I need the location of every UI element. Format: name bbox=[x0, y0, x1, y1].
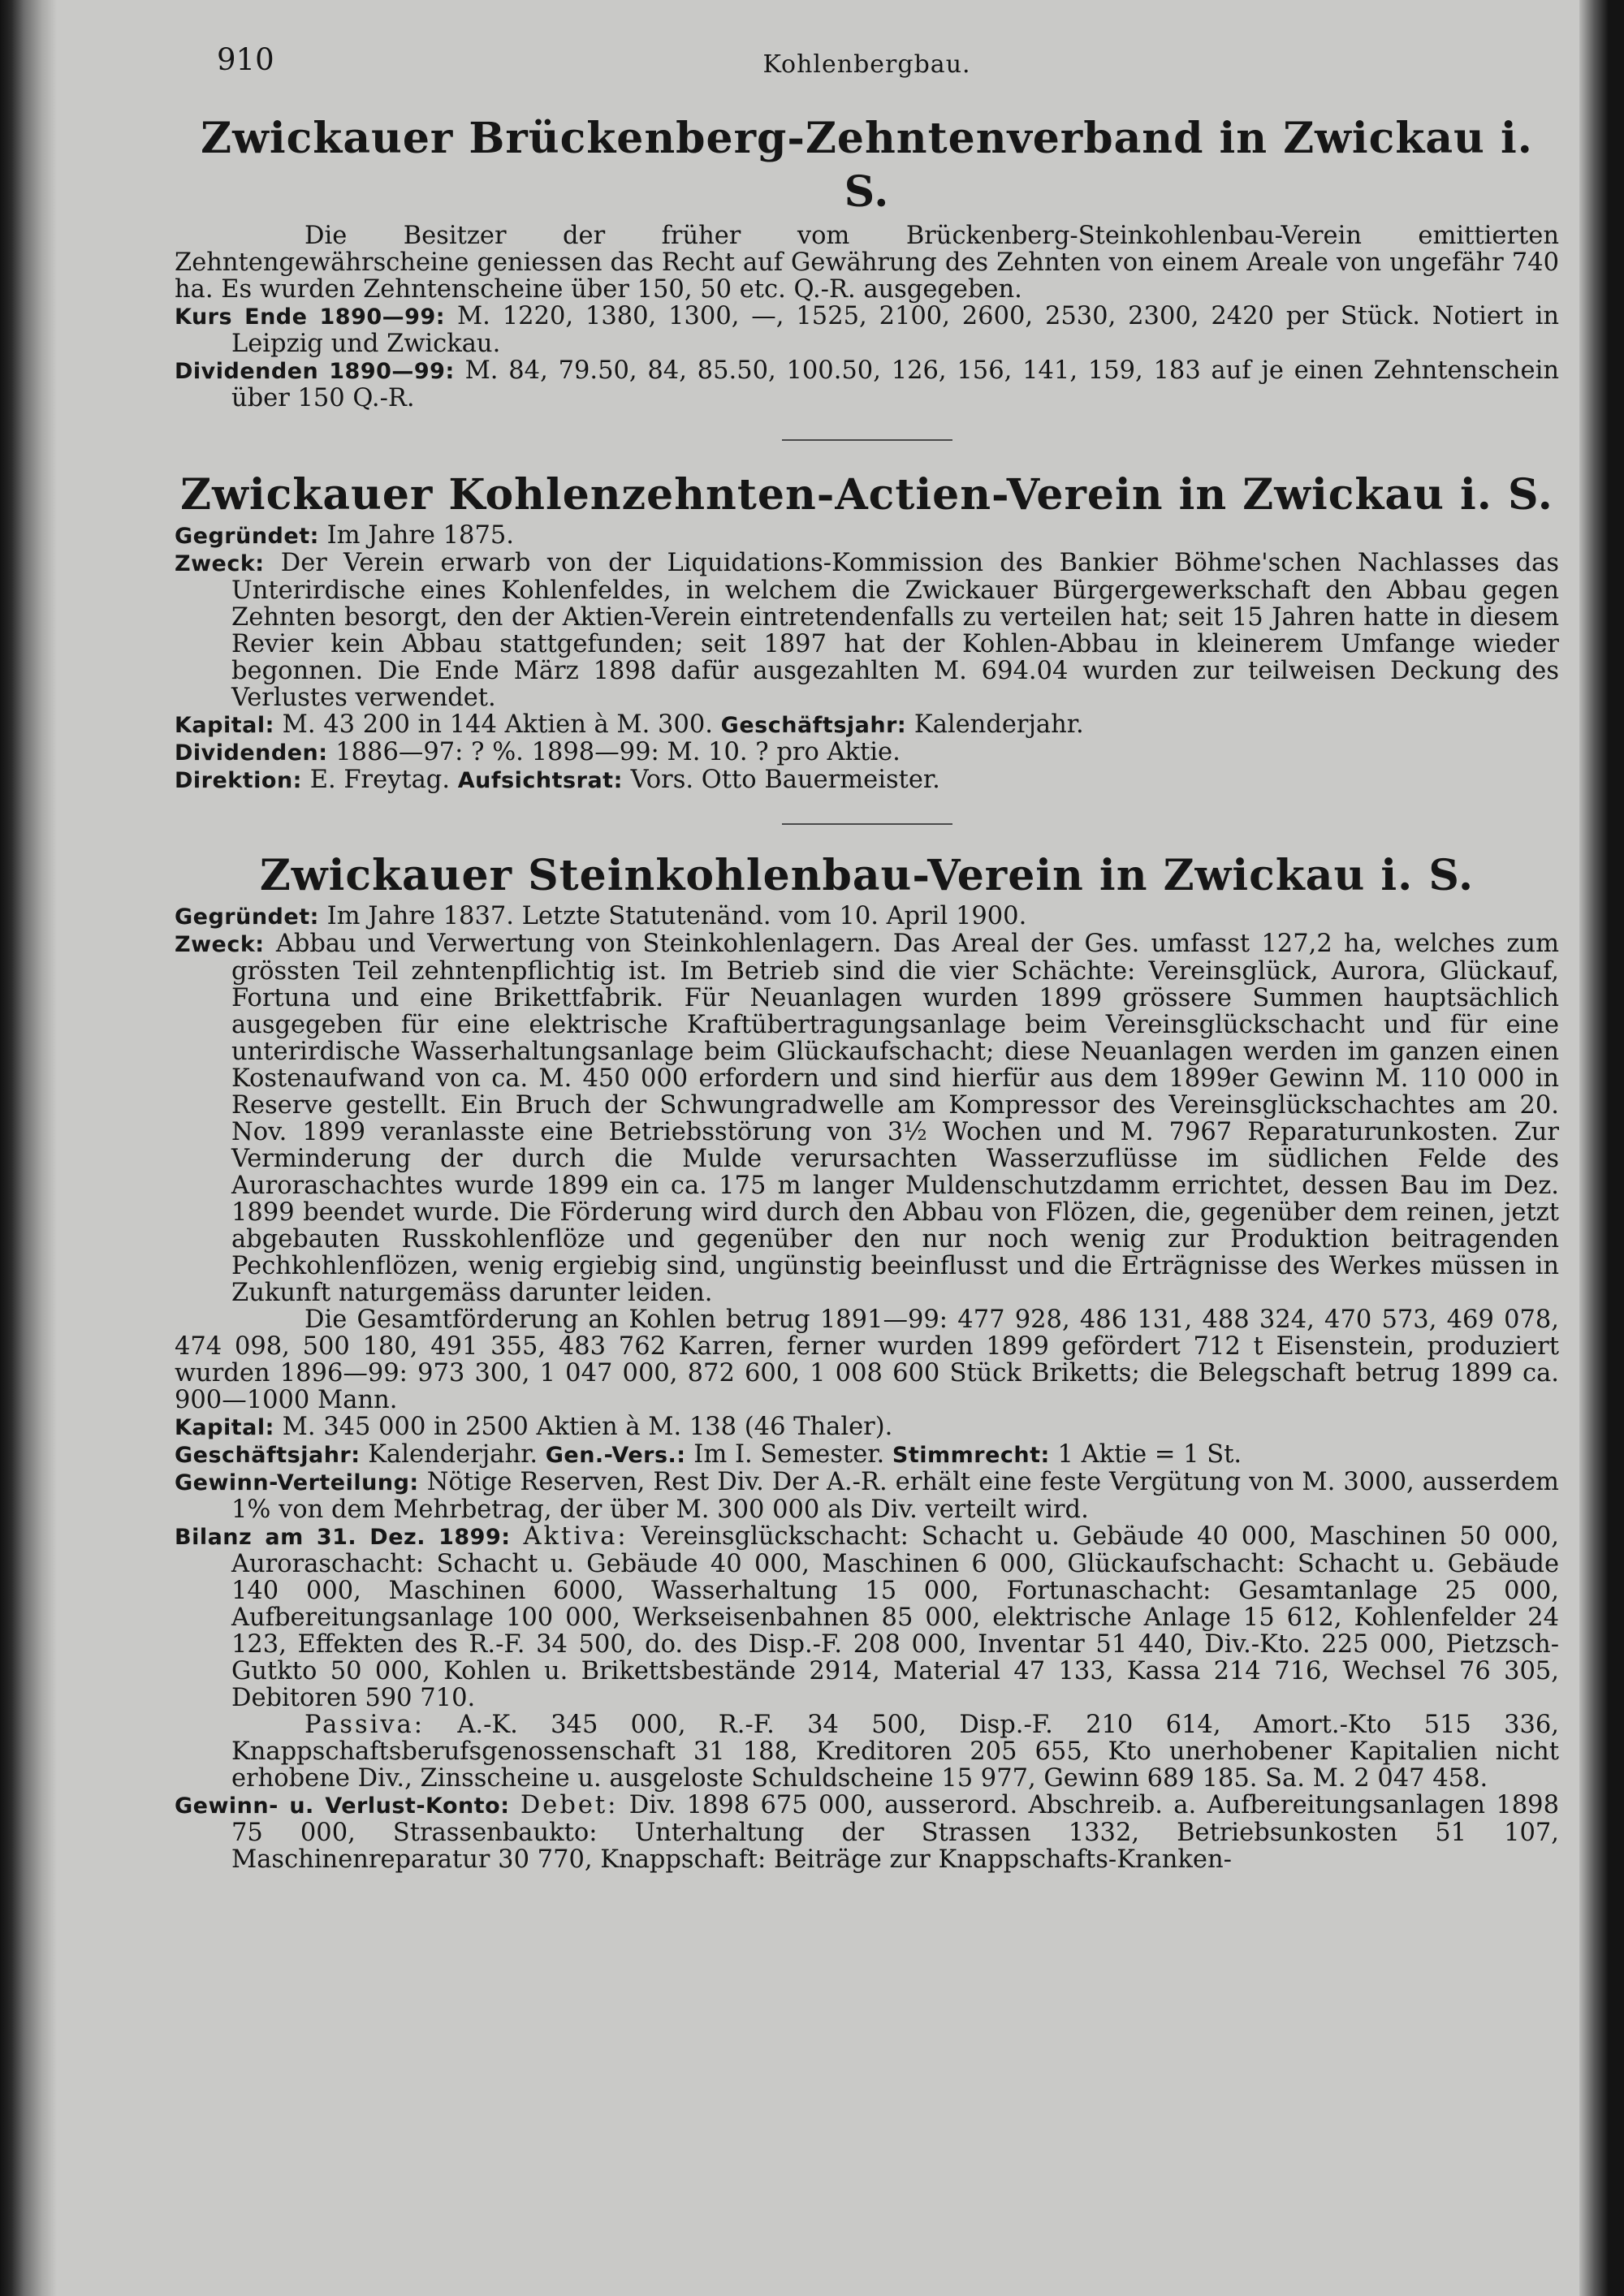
kurs-entry bbox=[175, 303, 1559, 357]
debet-text: Div. 1898 675 000, ausserord. Abschreib. a. Aufbereitungsanlagen 1898 75 000, Strassenbaukto: Unterhaltung der Strassen 1332, Betriebsunkosten 51 107, Maschinenreparatur 30 770, Knappschaft: Beiträge zur Knappschafts-Kranken- bbox=[231, 1791, 1559, 1874]
dividenden-text: M. 84, 79.50, 84, 85.50, 100.50, 126, 156, 141, 159, 183 auf je einen Zehntenschein über 150 Q.-R. bbox=[231, 356, 1559, 412]
kurs-text: M. 1220, 1380, 1300, —, 1525, 2100, 2600, 2530, 2300, 2420 per Stück. Notiert in Leipzig und Zwickau. bbox=[231, 302, 1560, 358]
gewinn-verteilung-text: Nötige Reserven, Rest Div. Der A.-R. erhält eine feste Vergütung von M. 3000, ausserdem 1% von dem Mehrbetrag, der über M. 300 000 als Div. verteilt wird. bbox=[231, 1468, 1559, 1524]
section-title: Zwickauer Steinkohlenbau-Verein in Zwickau i. S. bbox=[259, 851, 1475, 900]
zweck-label: Zweck: bbox=[175, 932, 265, 957]
kapital-text: M. 345 000 in 2500 Aktien à M. 138 (46 Thaler). bbox=[282, 1413, 893, 1441]
intro-paragraph: Die Besitzer der früher vom Brückenberg-Steinkohlenbau-Verein emittierten Zehntengewährscheine geniessen das Recht auf Gewährung des Zehnten von einem Areale von ungefähr 740 ha. Es wurden Zehntenscheine über 150, 50 etc. Q.-R. ausgegeben. bbox=[175, 222, 1559, 304]
section-kohlenzehnten bbox=[175, 468, 1559, 794]
gewinn-verlust-label: Gewinn- u. Verlust-Konto: bbox=[175, 1793, 510, 1819]
left-binding-shadow bbox=[0, 0, 57, 2296]
page-content bbox=[175, 32, 1559, 1873]
geschaeftsjahr-entry bbox=[175, 1441, 1559, 1469]
gegruendet-label: Gegründet: bbox=[175, 524, 319, 549]
aktiva-word: Aktiva: bbox=[523, 1522, 628, 1551]
dividenden-entry bbox=[175, 739, 1559, 766]
running-header bbox=[175, 32, 1559, 89]
kapital-text: M. 43 200 in 144 Aktien à M. 300. bbox=[282, 710, 713, 739]
section-steinkohlenbau bbox=[175, 849, 1559, 1873]
zweck-text: Abbau und Verwertung von Steinkohlenlagern. Das Areal der Ges. umfasst 127,2 ha, welches zum grössten Teil zehntenpflichtig ist. Im Betrieb sind die vier Schächte: Vereinsglück, Aurora, Glückauf, Fortuna und eine Brikettfabrik. Für Neuanlagen wurden 1899 grössere Summen hauptsächlich ausgegeben für eine elektrische Kraftübertragungsanlage beim Vereinsglückschacht und für eine unterirdische Wasserhaltungsanlage beim Glückaufschacht; diese Neuanlagen werden im ganzen einen Kostenaufwand von ca. M. 450 000 erfordern und sind hierfür aus dem 1899er Gewinn M. 110 000 in Reserve gestellt. Ein Bruch der Schwungradwelle am Kompressor des Vereinsglückschachtes am 20. Nov. 1899 veranlasste eine Betriebsstörung von 3½ Wochen und M. 7967 Reparaturunkosten. Zur Verminderung der durch die Mulde verursachten Wasserzuflüsse im südlichen Felde des Auroraschachtes wurde 1899 ein ca. 175 m langer Muldenschutzdamm errichtet, dessen Bau im Dez. 1899 beendet wurde. Die Förderung wird durch den Abbau von Flözen, die, gegenüber dem reinen, jetzt abgebauten Russkohlenflöze und gegenüber den nur noch wenig zur Produktion beitragenden Pechkohlenflözen, wenig ergiebig sind, ungünstig beeinflusst und die Erträgnisse des Werkes müssen in Zukunft naturgemäss darunter leiden. bbox=[231, 930, 1559, 1307]
geschaeftsjahr-label: Geschäftsjahr: bbox=[175, 1443, 361, 1468]
geschaeftsjahr-label: Geschäftsjahr: bbox=[720, 713, 907, 738]
gegruendet-entry bbox=[175, 522, 1559, 550]
stimmrecht-text: 1 Aktie = 1 St. bbox=[1057, 1440, 1242, 1469]
gegruendet-text: Im Jahre 1875. bbox=[326, 521, 514, 550]
aktiva-text: Vereinsglückschacht: Schacht u. Gebäude 40 000, Maschinen 50 000, Auroraschacht: Schacht u. Gebäude 40 000, Maschinen 6 000, Glückaufschacht: Schacht u. Gebäude 140 000, Maschinen 6000, Wasserhaltung 15 000, Fortunaschacht: Gesamtanlage 25 000, Aufbereitungsanlage 100 000, Werkseisenbahnen 85 000, elektrische Anlage 15 612, Kohlenfelder 24 123, Effekten des R.-F. 34 500, do. des Disp.-F. 208 000, Inventar 51 440, Div.-Kto. 225 000, Pietzsch-Gutkto 50 000, Kohlen u. Brikettsbestände 2914, Material 47 133, Kassa 214 716, Wechsel 76 305, Debitoren 590 710. bbox=[231, 1522, 1559, 1712]
page-number: 910 bbox=[217, 42, 274, 77]
passiva-paragraph bbox=[175, 1711, 1559, 1792]
dividenden-text: 1886—97: ? %. 1898—99: M. 10. ? pro Aktie. bbox=[335, 738, 901, 766]
passiva-word: Passiva: bbox=[304, 1711, 425, 1739]
dividenden-label: Dividenden: bbox=[175, 740, 328, 766]
kurs-label: Kurs Ende 1890—99: bbox=[175, 304, 446, 330]
zweck-label: Zweck: bbox=[175, 551, 265, 576]
section-divider bbox=[782, 823, 952, 825]
gen-vers-label: Gen.-Vers.: bbox=[545, 1443, 686, 1468]
bilanz-label: Bilanz am 31. Dez. 1899: bbox=[175, 1525, 511, 1550]
passiva-text: A.-K. 345 000, R.-F. 34 500, Disp.-F. 210 614, Amort.-Kto 515 336, Knappschaftsberufsgenossenschaft 31 188, Kreditoren 205 655, Kto unerhobener Kapitalien nicht erhobene Div., Zinsscheine u. ausgeloste Schuldscheine 15 977, Gewinn 689 185. Sa. M. 2 047 458. bbox=[231, 1711, 1559, 1793]
aufsichtsrat-text: Vors. Otto Bauermeister. bbox=[630, 766, 940, 794]
stimmrecht-label: Stimmrecht: bbox=[892, 1443, 1050, 1468]
dividenden-entry bbox=[175, 357, 1559, 412]
direktion-text: E. Freytag. bbox=[309, 766, 451, 794]
right-binding-shadow bbox=[1579, 0, 1624, 2296]
kapital-entry bbox=[175, 1413, 1559, 1441]
kapital-entry bbox=[175, 711, 1559, 739]
gewinn-verteilung-entry bbox=[175, 1469, 1559, 1523]
section-divider bbox=[782, 439, 952, 441]
section-brueckenberg bbox=[175, 112, 1559, 412]
debet-word: Debet: bbox=[520, 1791, 619, 1819]
geschaeftsjahr-text: Kalenderjahr. bbox=[914, 710, 1084, 739]
gen-vers-text: Im I. Semester. bbox=[693, 1440, 885, 1469]
aufsichtsrat-label: Aufsichtsrat: bbox=[457, 768, 623, 793]
kapital-label: Kapital: bbox=[175, 713, 274, 738]
bilanz-entry bbox=[175, 1523, 1559, 1711]
gegruendet-label: Gegründet: bbox=[175, 904, 319, 930]
dividenden-label: Dividenden 1890—99: bbox=[175, 359, 455, 384]
direktion-label: Direktion: bbox=[175, 768, 302, 793]
gewinn-verteilung-label: Gewinn-Verteilung: bbox=[175, 1470, 419, 1495]
section-title: Zwickauer Brückenberg-Zehntenverband in Zwickau i. S. bbox=[201, 114, 1533, 217]
foerderung-paragraph: Die Gesamtförderung an Kohlen betrug 1891—99: 477 928, 486 131, 488 324, 470 573, 469 078, 474 098, 500 180, 491 355, 483 762 Karren, ferner wurden 1899 gefördert 712 t Eisenstein, produziert wurden 1896—99: 973 300, 1 047 000, 872 600, 1 008 600 Stück Briketts; die Belegschaft betrug 1899 ca. 900—1000 Mann. bbox=[175, 1306, 1559, 1414]
zweck-entry bbox=[175, 550, 1559, 711]
zweck-text: Der Verein erwarb von der Liquidations-Kommission des Bankier Böhme'schen Nachlasses das Unterirdische eines Kohlenfeldes, in welchem die Zwickauer Bürgergewerkschaft den Abbau gegen Zehnten besorgt, den der Aktien-Verein eintretendenfalls zu verteilen hat; seit 15 Jahren hatte in diesem Revier kein Abbau stattgefunden; seit 1897 hat der Kohlen-Abbau in kleinerem Umfange wieder begonnen. Die Ende März 1898 dafür ausgezahlten M. 694.04 wurden zur teilweisen Deckung des Verlustes verwendet. bbox=[231, 549, 1560, 712]
kapital-label: Kapital: bbox=[175, 1415, 274, 1440]
gegruendet-entry bbox=[175, 903, 1559, 930]
section-title: Zwickauer Kohlenzehnten-Actien-Verein in Zwickau i. S. bbox=[180, 470, 1553, 520]
gewinn-verlust-entry bbox=[175, 1792, 1559, 1873]
gegruendet-text: Im Jahre 1837. Letzte Statutenänd. vom 10. April 1900. bbox=[326, 902, 1027, 930]
direktion-entry bbox=[175, 766, 1559, 794]
geschaeftsjahr-text: Kalenderjahr. bbox=[368, 1440, 538, 1469]
zweck-entry bbox=[175, 930, 1559, 1306]
running-title: Kohlenbergbau. bbox=[762, 50, 971, 79]
